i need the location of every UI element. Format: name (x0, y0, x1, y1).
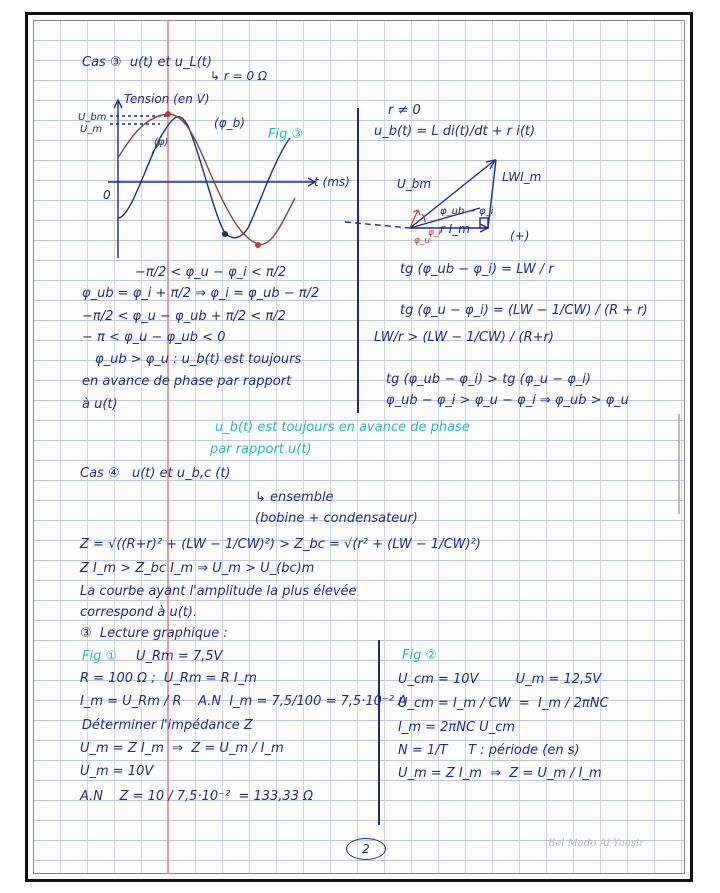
case4-line5: Z I_m > Z_bc I_m ⇒ U_m > U_(bc)m (80, 561, 315, 576)
fig3-label: Fig ③ (268, 127, 304, 142)
fig1-line-3: I_m = U_Rm / R A.N I_m = 7,5/100 = 7,5·10⁻² A (80, 694, 407, 709)
fig2-label: Fig ② (402, 648, 438, 663)
eq-right-1: tg (φ_ub − φ_i) = LW / r (400, 262, 554, 277)
watermark: Bel Mado Al Yaasir (548, 838, 644, 849)
ub-equation: u_b(t) = L di(t)/dt + r i(t) (374, 124, 536, 139)
eq-left-5: φ_ub > φ_u : u_b(t) est toujours (95, 352, 302, 367)
eq-left-2: φ_ub = φ_i + π/2 ⇒ φ_i = φ_ub − π/2 (82, 286, 320, 301)
binder-edge (678, 414, 688, 514)
fig1-line-1: U_Rm = 7,5V (136, 649, 223, 664)
fig2-line-5: U_m = Z I_m ⇒ Z = U_m / I_m (398, 766, 602, 781)
fresnel-plus: (+) (510, 229, 530, 243)
eq-left-3: −π/2 < φ_u − φ_ub + π/2 < π/2 (82, 309, 286, 324)
vertical-divider-bottom (378, 640, 380, 825)
conclusion-line-2: par rapport u(t) (210, 442, 312, 457)
label-ubm: U_bm (78, 112, 107, 123)
case4-line7: correspond à u(t). (80, 605, 198, 620)
case3-subtitle: ↳ r = 0 Ω (210, 69, 268, 83)
case4-line4: Z = √((R+r)² + (LW − 1/CW)²) > Z_bc = √(r² + (LW − 1/CW)²) (80, 537, 481, 552)
fig1-line-4: Déterminer l'impédance Z (82, 718, 253, 733)
conclusion-line-1: u_b(t) est toujours en avance de phase (215, 420, 470, 435)
time-axis-label: t (ms) (314, 175, 350, 189)
eq-left-4: − π < φ_u − φ_ub < 0 (82, 330, 226, 345)
label-um: U_m (80, 124, 103, 135)
label-phi-ub: (φ_b) (214, 116, 245, 130)
eq-right-5: φ_ub − φ_i > φ_u − φ_i ⇒ φ_ub > φ_u (386, 393, 629, 408)
fig1-label: Fig ① (82, 649, 118, 664)
fig1-line-7: A.N Z = 10 / 7,5·10⁻² = 133,33 Ω (80, 789, 314, 804)
eq-right-3: LW/r > (LW − 1/CW) / (R+r) (374, 330, 554, 345)
fig1-line-6: U_m = 10V (80, 764, 154, 779)
fresnel-ubm: U_bm (397, 177, 432, 191)
fig1-line-2: R = 100 Ω ; U_Rm = R I_m (80, 671, 257, 686)
graph-ylabel: Tension (en V) (124, 92, 210, 106)
eq-right-2: tg (φ_u − φ_i) = (LW − 1/CW) / (R + r) (400, 303, 648, 318)
case4-title: Cas ④ u(t) et u_b,c (t) (80, 466, 231, 481)
fresnel-angle: φ_ub − φ_i (440, 206, 494, 217)
rnot0: r ≠ 0 (388, 103, 421, 118)
origin-label: 0 (103, 188, 111, 202)
fresnel-phi-i: φ_i (428, 228, 441, 238)
fresnel-rim: r I_m (440, 222, 470, 236)
case3-title: Cas ③ u(t) et u_L(t) (82, 55, 212, 70)
fresnel-lwim: LWI_m (502, 170, 542, 184)
fig2-line-1: U_cm = 10V U_m = 12,5V (398, 672, 602, 687)
eq-right-4: tg (φ_ub − φ_i) > tg (φ_u − φ_i) (386, 372, 591, 387)
case4-line3: (bobine + condensateur) (255, 511, 418, 526)
fig2-line-4: N = 1/T T : période (en s) (398, 743, 580, 758)
page-number: 2 (346, 838, 386, 860)
case4-line2: ↳ ensemble (255, 490, 334, 505)
fig2-line-2: U_cm = I_m / CW = I_m / 2πNC (398, 696, 609, 711)
fig1-line-5: U_m = Z I_m ⇒ Z = U_m / I_m (80, 741, 284, 756)
fresnel-phi-u: φ_u (414, 236, 431, 246)
waveform-graph (100, 98, 325, 260)
case4-line6: La courbe ayant l'amplitude la plus élevée (80, 584, 357, 599)
label-phi: (φ) (154, 137, 169, 148)
eq-left-7: à u(t) (82, 397, 118, 412)
fig2-line-3: I_m = 2πNC U_cm (398, 720, 516, 735)
eq-left-6: en avance de phase par rapport (82, 374, 292, 389)
eq-left-1: −π/2 < φ_u − φ_i < π/2 (135, 265, 287, 280)
section3-heading: ③ Lecture graphique : (80, 626, 228, 641)
